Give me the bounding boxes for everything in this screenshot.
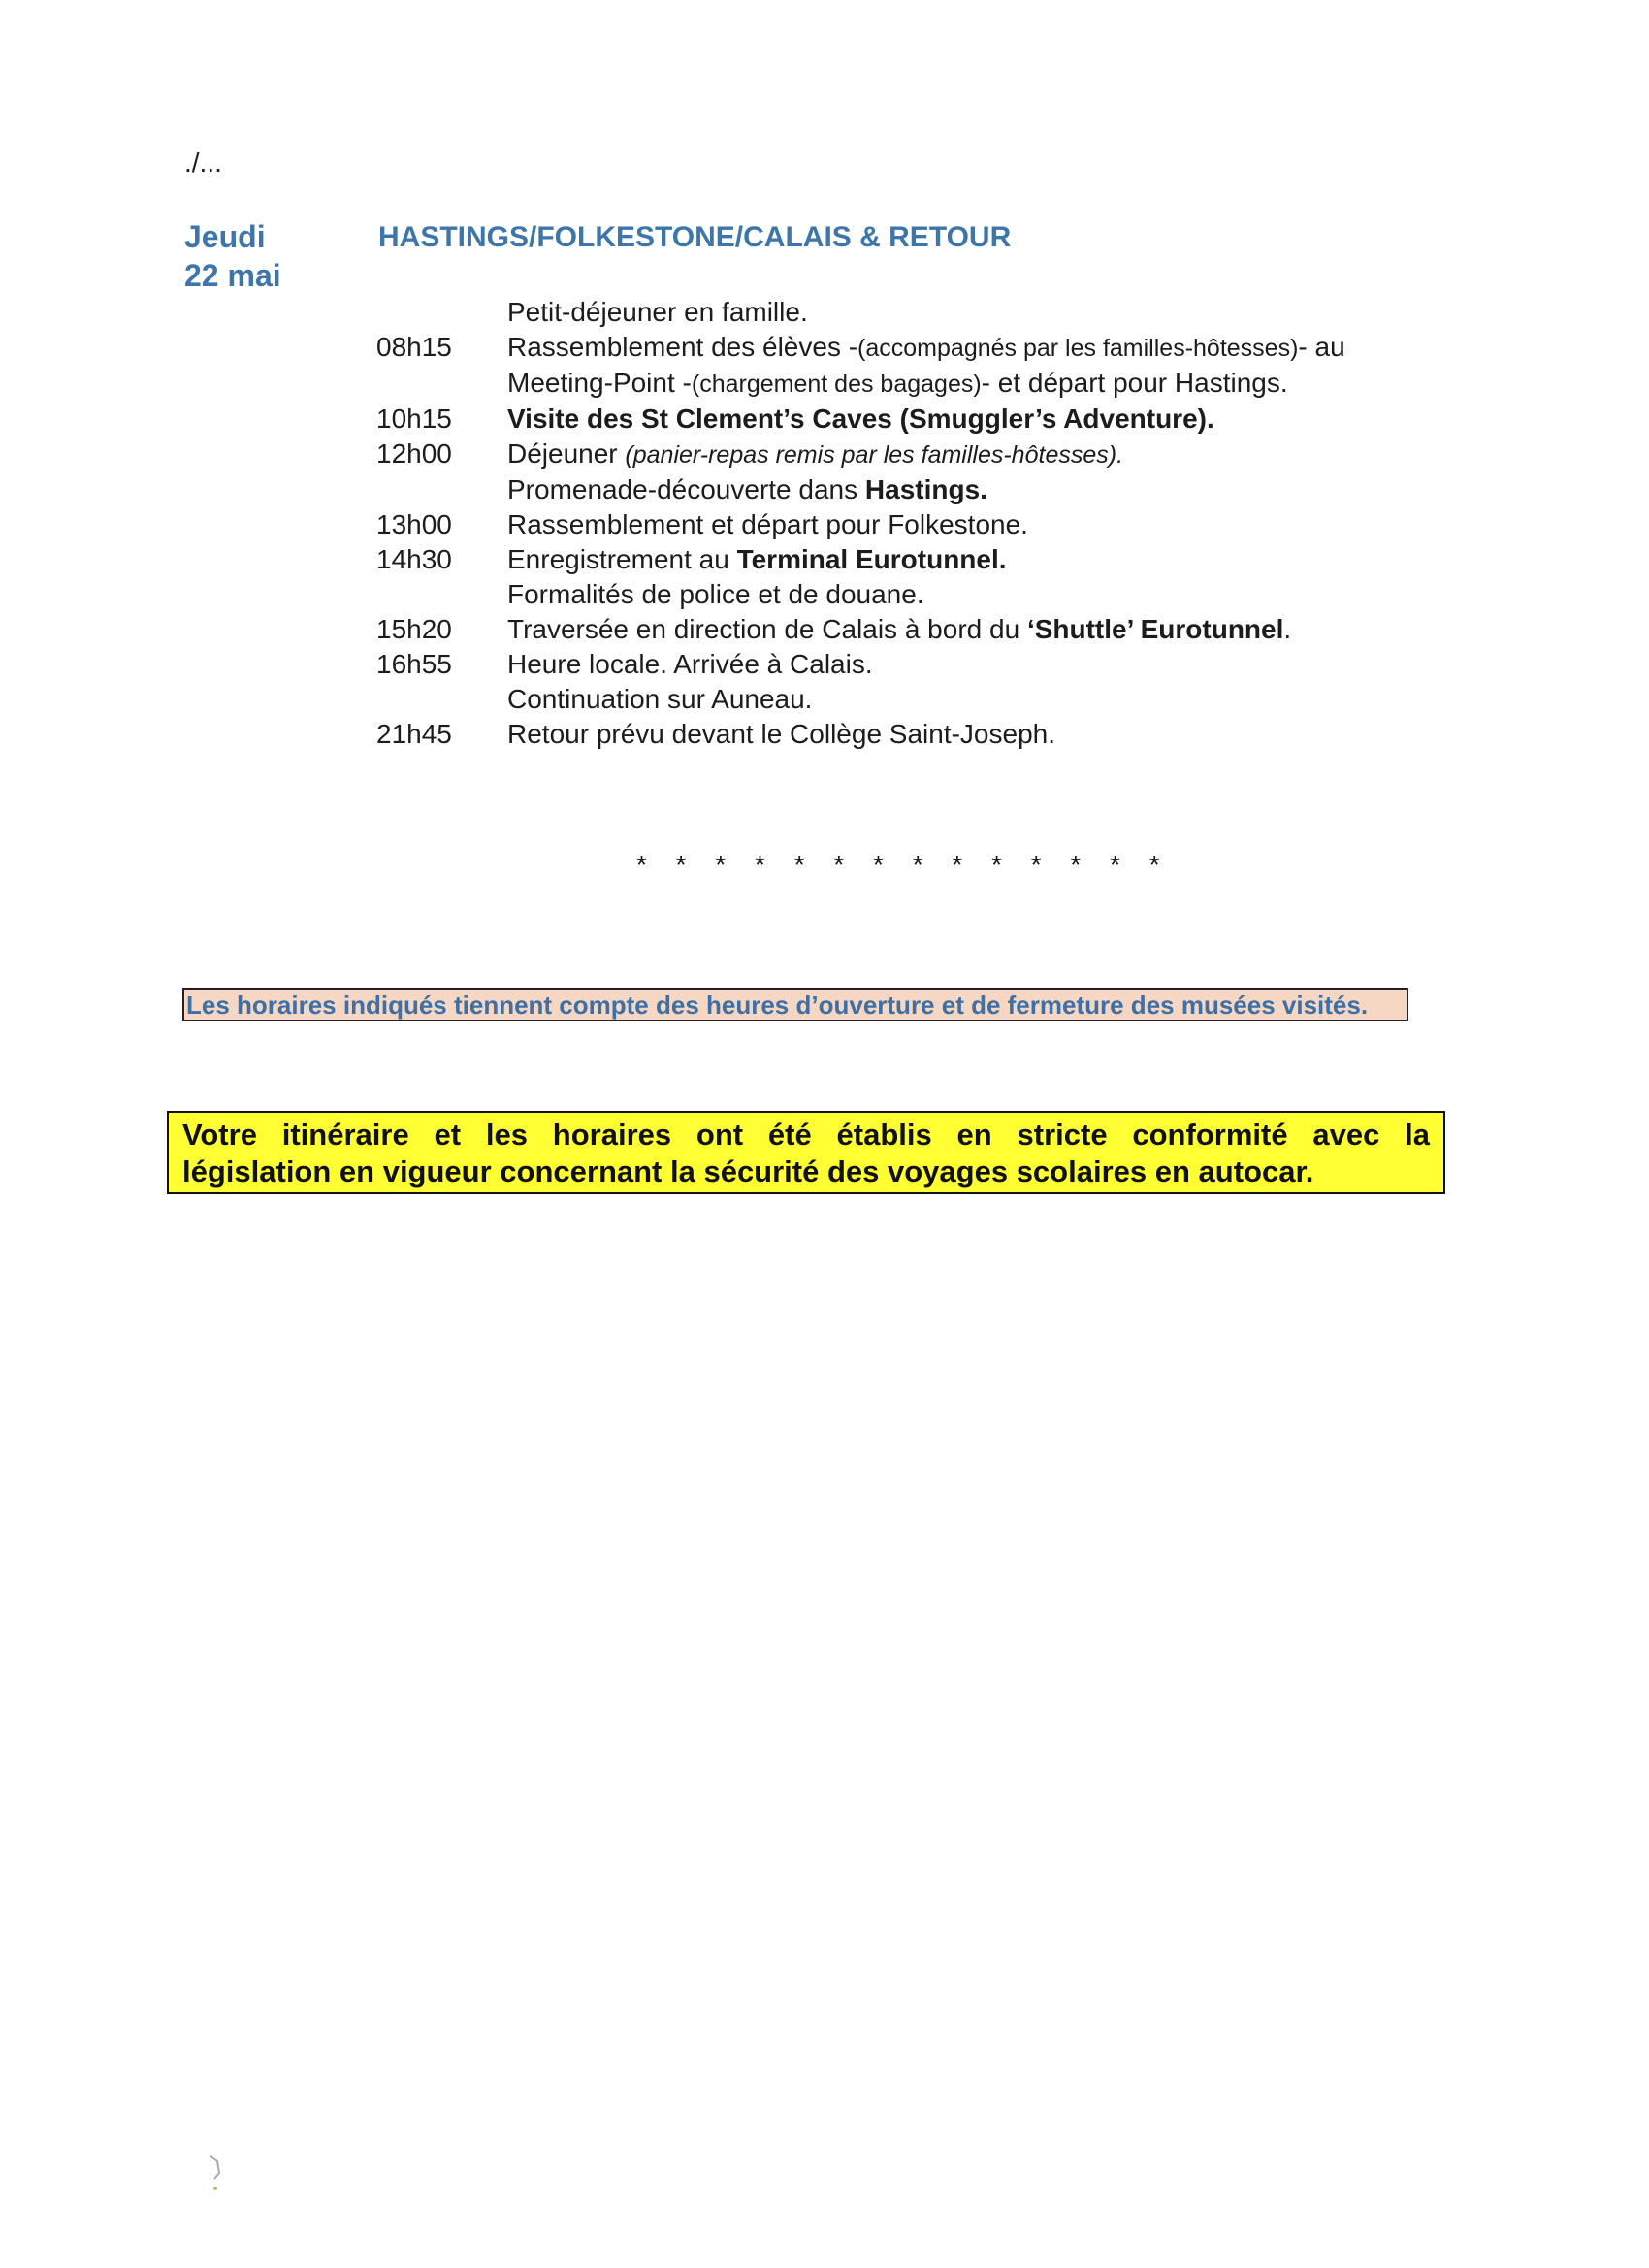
text-part: . (1283, 614, 1292, 644)
schedule-time: 10h15 (376, 404, 452, 434)
schedule-text (507, 366, 1482, 402)
schedule-text (507, 437, 1482, 472)
text-part: Enregistrement au (507, 544, 737, 574)
schedule-text: Heure locale. Arrivée à Calais. (507, 649, 873, 679)
schedule-text: Continuation sur Auneau. (507, 684, 813, 714)
schedule-time: 14h30 (376, 544, 452, 574)
text-part: Déjeuner (507, 438, 626, 469)
schedule-text: Formalités de police et de douane. (507, 579, 924, 609)
text-part: Visite des St Clement’s Caves (Smuggler’s Adventure). (507, 404, 1214, 434)
schedule-row (376, 437, 1482, 472)
schedule-text: Retour prévu devant le Collège Saint-Joseph. (507, 719, 1056, 749)
day-label (184, 217, 281, 295)
schedule-row (376, 647, 1482, 682)
text-part: Promenade-découverte dans (507, 474, 865, 504)
schedule-row (376, 472, 1482, 507)
schedule-row (376, 295, 1482, 330)
text-part: - et départ pour Hastings. (981, 368, 1288, 398)
schedule-time: 12h00 (376, 438, 452, 469)
schedule-time (376, 295, 507, 330)
schedule-row (376, 577, 1482, 612)
separator: * * * * * * * * * * * * * * (636, 850, 1171, 880)
text-part: ‘Shuttle’ Eurotunnel (1026, 614, 1284, 644)
schedule-row (376, 542, 1482, 577)
schedule-text (507, 612, 1482, 647)
schedule-time: 15h20 (376, 614, 452, 644)
schedule-time (376, 577, 507, 612)
text-part: (chargement des bagages) (691, 371, 982, 398)
schedule-text: Petit-déjeuner en famille. (507, 297, 808, 327)
schedule-time: 16h55 (376, 649, 452, 679)
scan-speck-icon (206, 2150, 225, 2198)
opening-hours-note: Les horaires indiqués tiennent compte des heures d’ouverture et de fermeture des musées visités. (182, 988, 1408, 1021)
itinerary-heading: HASTINGS/FOLKESTONE/CALAIS & RETOUR (378, 221, 1012, 253)
text-part: - au (1298, 332, 1345, 362)
text-part: Traversée en direction de Calais à bord du (507, 614, 1027, 644)
schedule-row (376, 330, 1482, 366)
continuation-mark: ./... (184, 147, 222, 178)
schedule-row (376, 507, 1482, 542)
schedule-row (376, 682, 1482, 717)
safety-notice-line: législation en vigueur concernant la sécurité des voyages scolaires en autocar. (182, 1154, 1314, 1188)
schedule-time: 13h00 (376, 509, 452, 539)
text-part: (panier-repas remis par les familles-hôtesses). (625, 441, 1124, 469)
schedule-text (507, 330, 1482, 366)
schedule-row (376, 717, 1482, 752)
schedule-text: Rassemblement et départ pour Folkestone. (507, 509, 1028, 539)
schedule-row (376, 402, 1482, 437)
date: 22 mai (184, 258, 281, 293)
schedule-time: 21h45 (376, 719, 452, 749)
text-part: Meeting-Point - (507, 368, 692, 398)
weekday: Jeudi (184, 219, 266, 254)
itinerary-list (376, 295, 1482, 752)
safety-notice (167, 1111, 1445, 1194)
text-part: Hastings. (864, 474, 987, 504)
schedule-time (376, 472, 507, 507)
schedule-text (507, 472, 1482, 507)
schedule-time (376, 366, 507, 402)
schedule-time: 08h15 (376, 332, 452, 362)
schedule-text (507, 402, 1482, 437)
text-part: (accompagnés par les familles-hôtesses) (857, 335, 1299, 362)
text-part: Terminal Eurotunnel. (736, 544, 1007, 574)
schedule-row (376, 612, 1482, 647)
safety-notice-line: Votre itinéraire et les horaires ont été établis en stricte conformité avec la (182, 1118, 1430, 1151)
schedule-text (507, 542, 1482, 577)
schedule-row (376, 366, 1482, 402)
schedule-time (376, 682, 507, 717)
text-part: Rassemblement des élèves - (507, 332, 858, 362)
